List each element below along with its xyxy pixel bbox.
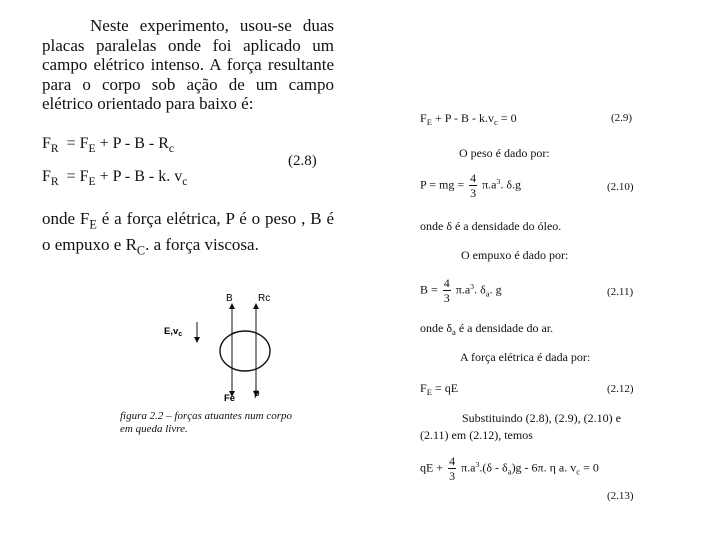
label-rc: Rc xyxy=(258,293,271,304)
figure-caption: figura 2.2 – forças atuantes num corpo em queda livre. xyxy=(120,410,293,435)
label-fe: Fe xyxy=(224,393,236,403)
air-density-note: onde $\delta_a$ é a densidade do ar. xyxy=(420,321,554,338)
label-p: p xyxy=(254,388,260,399)
oil-drop-body xyxy=(220,331,270,371)
equation-2-8-line1: $F_R = F_E + P - B - R_c$ xyxy=(42,135,175,156)
oil-density-note: onde δ é a densidade do óleo. xyxy=(420,219,562,233)
buoyancy-intro: O empuxo é dado por: xyxy=(461,248,569,262)
intro-paragraph: Neste experimento, usou-se duas placas paralelas onde foi aplicado um campo elétrico intenso. A força resultante para o corpo sob ação de um campo elétrico orientado para baixo é: xyxy=(42,16,334,113)
equation-2-10-number: (2.10) xyxy=(607,181,634,193)
equation-2-12: $F_E$ = qE xyxy=(420,381,459,398)
equation-2-10: P = mg = $\frac{4}{3}$ $\pi.a^3$. δ.g xyxy=(420,171,522,200)
forces-description: onde $F_E$ é a força elétrica, P é o peso , B é o empuxo e $R_C$. a força viscosa. xyxy=(42,209,335,258)
equation-2-9: $F_E + P - B - k.v_c = 0$ xyxy=(420,111,517,128)
label-field: $E,v_c$ xyxy=(164,326,183,338)
label-b: B xyxy=(226,293,233,304)
equation-2-8-line2: $F_R = F_E + P - B - k$. $v_c$ xyxy=(42,168,188,189)
equation-2-8-label: (2.8) xyxy=(288,153,317,169)
equation-2-13: qE + $\frac{4}{3}$ $\pi.a^3.(\delta - \delta_a)g - 6\pi$. η a. $v_c = 0$ xyxy=(420,454,599,483)
equation-2-12-number: (2.12) xyxy=(607,383,634,395)
equation-2-11: B = $\frac{4}{3}$ $\pi.a^3$. $\delta_a$. g xyxy=(420,276,502,305)
equation-2-9-number: (2.9) xyxy=(611,112,633,124)
forces-diagram xyxy=(150,288,310,403)
weight-intro: O peso é dado por: xyxy=(459,146,550,160)
equation-2-11-number: (2.11) xyxy=(607,286,634,298)
equation-2-13-number: (2.13) xyxy=(607,490,634,502)
substitution-text: Substituindo (2.8), (2.9), (2.10) e (2.11) em (2.12), temos xyxy=(420,411,621,442)
electric-force-intro: A força elétrica é dada por: xyxy=(460,350,591,364)
